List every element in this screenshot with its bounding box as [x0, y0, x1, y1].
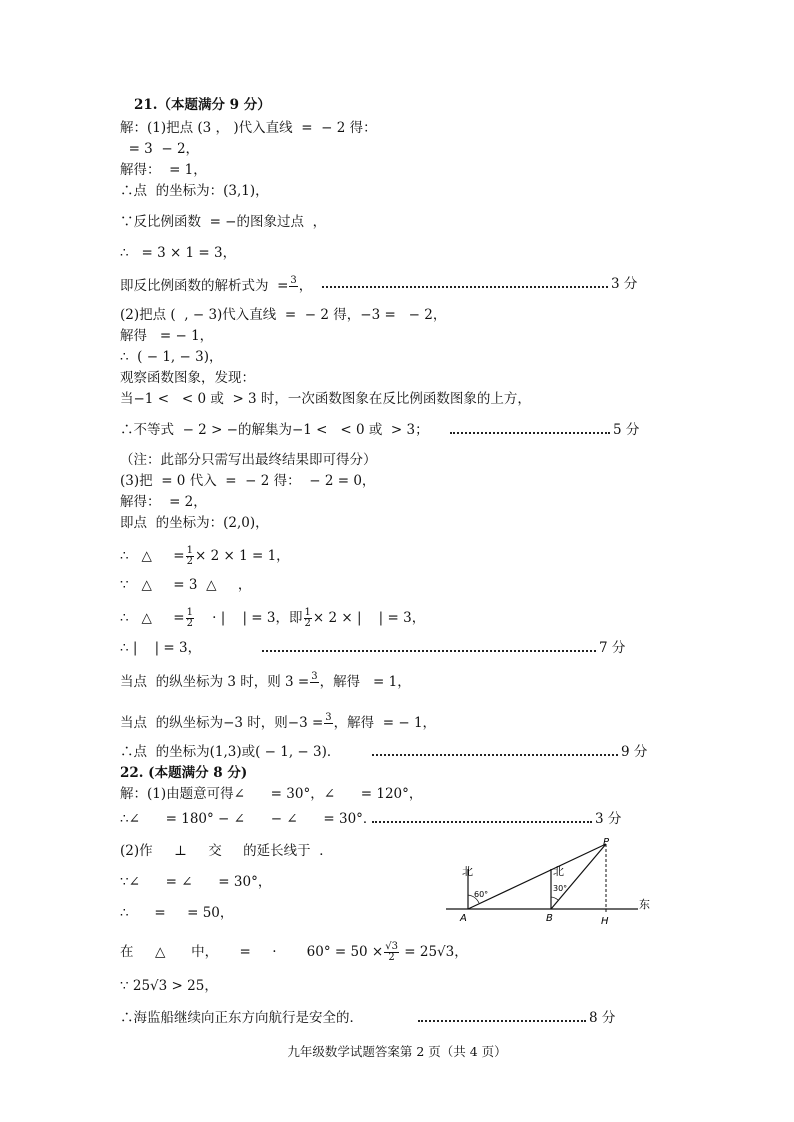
q22-heading: 22. (本题满分 8 分) [120, 765, 248, 781]
q22-line: ∴∠ = 180° − ∠ − ∠ = 30°． [120, 811, 377, 827]
q22-line: ∴海监船继续向正东方向航行是安全的． [120, 1010, 363, 1026]
denominator: 2 [186, 556, 193, 567]
q22-line: ∵∠ = ∠ = 30°， [120, 874, 272, 890]
north-label-a: 北 [462, 865, 473, 878]
page-footer: 九年级数学试题答案第 2 页（共 4 页） [287, 1044, 507, 1059]
text: 当点 的纵坐标为−3 时，则−3 = [120, 715, 324, 731]
q21-line: ∴点 的坐标为(1,3)或( − 1, − 3)． [120, 744, 341, 760]
q21-line: ∴点 的坐标为：(3,1)， [120, 183, 269, 199]
denominator: 2 [304, 618, 311, 629]
q21-line: ∴ | | = 3， [120, 640, 202, 656]
point-a-label: A [460, 913, 467, 924]
point-b-label: B [546, 913, 553, 924]
angle-30-label: 30° [553, 884, 568, 893]
numerator: √3 [385, 941, 398, 952]
q21-line: 即点 的坐标为：(2,0)， [120, 515, 269, 531]
text: ∴ △ = [120, 610, 185, 626]
point-p-label: P [603, 837, 610, 848]
score-label: 3 分 [611, 276, 638, 292]
denominator: 2 [388, 952, 395, 963]
dot-leader [418, 1020, 586, 1022]
geometry-diagram [440, 835, 660, 930]
q22-line: (2)作 ⊥ 交 的延长线于 ． [120, 843, 333, 859]
dot-leader [322, 286, 608, 288]
line-ap [468, 844, 606, 909]
numerator: 1 [304, 607, 311, 618]
denominator [289, 287, 297, 297]
fraction [310, 672, 318, 693]
score-label: 7 分 [599, 640, 626, 656]
q21-note: （注：此部分只需写出最终结果即可得分） [120, 452, 377, 468]
q21-line-solve [120, 713, 436, 734]
dot-leader [450, 432, 610, 434]
q21-line: 解：(1)把点 (3 ， )代入直线 = − 2 得： [120, 120, 377, 136]
dot-leader [372, 821, 592, 823]
score-label: 5 分 [613, 422, 640, 438]
q21-line: 观察函数图象，发现： [120, 370, 255, 386]
fraction [324, 713, 332, 734]
denominator [310, 683, 318, 693]
q21-line: 解得： = 1， [120, 162, 207, 178]
q21-line: ∴ ( − 1, − 3)， [120, 349, 223, 365]
fraction [304, 608, 312, 629]
q21-heading: 21.（本题满分 9 分） [134, 97, 271, 113]
q21-line: 解得 = − 1， [120, 328, 214, 344]
q21-line-area [120, 546, 290, 567]
score-label: 8 分 [589, 1010, 616, 1026]
numerator: 3 [325, 712, 332, 723]
numerator: 3 [290, 275, 297, 286]
text: × 2 × 1 = 1， [195, 548, 290, 564]
q21-line-area [120, 608, 425, 629]
q21-line: ∵ △ = 3 △ ， [120, 577, 252, 593]
q22-line: ∴ = = 50， [120, 905, 234, 921]
q22-line-calc [120, 942, 468, 963]
text: ，解得 = − 1， [333, 715, 437, 731]
text: ， [298, 278, 313, 294]
text: 在 △ 中， = · 60° = 50 × [120, 944, 384, 960]
score-label: 9 分 [621, 744, 648, 760]
q21-line: 当−1 < < 0 或 > 3 时，一次函数图象在反比例函数图象的上方， [120, 391, 531, 407]
q21-line: (3)把 = 0 代入 = − 2 得： − 2 = 0， [120, 473, 376, 489]
q21-line: 解得： = 2， [120, 494, 207, 510]
q21-line: ∵反比例函数 = −的图象过点 ， [120, 214, 327, 230]
fraction [384, 942, 399, 963]
numerator: 1 [186, 607, 193, 618]
q21-line-solve [120, 672, 411, 693]
denominator [324, 724, 332, 734]
angle-arc-b [551, 897, 558, 900]
dot-leader [262, 650, 596, 652]
point-h-label: H [601, 916, 609, 927]
q21-line: (2)把点 ( , − 3)代入直线 = − 2 得，−3 = − 2， [120, 307, 447, 323]
fraction [186, 546, 194, 567]
text: ∴ △ = [120, 548, 185, 564]
q21-line: ∴ = 3 × 1 = 3， [120, 245, 237, 261]
east-label: 东 [639, 898, 650, 911]
north-label-b: 北 [553, 865, 564, 878]
q21-line-analytic [120, 276, 312, 297]
text: ，解得 = 1， [319, 674, 411, 690]
q21-line: = 3 − 2， [120, 141, 200, 157]
fraction [289, 276, 297, 297]
fraction [186, 608, 194, 629]
numerator: 3 [311, 671, 318, 682]
denominator: 2 [186, 618, 193, 629]
text: = 25√3， [399, 944, 468, 960]
text: · | | = 3，即 [195, 610, 303, 626]
text: × 2 × | | = 3， [312, 610, 426, 626]
q22-line: 解：(1)由题意可得∠ = 30°，∠ = 120°， [120, 786, 423, 802]
text: 当点 的纵坐标为 3 时，则 3 = [120, 674, 310, 690]
q21-line: ∴不等式 − 2 > −的解集为−1 < < 0 或 > 3； [120, 422, 429, 438]
text: 即反比例函数的解析式为 = [120, 278, 289, 294]
score-label: 3 分 [595, 811, 622, 827]
angle-60-label: 60° [474, 890, 489, 899]
numerator: 1 [186, 545, 193, 556]
dot-leader [372, 754, 618, 756]
q22-line: ∵ 25√3 > 25， [120, 978, 218, 994]
